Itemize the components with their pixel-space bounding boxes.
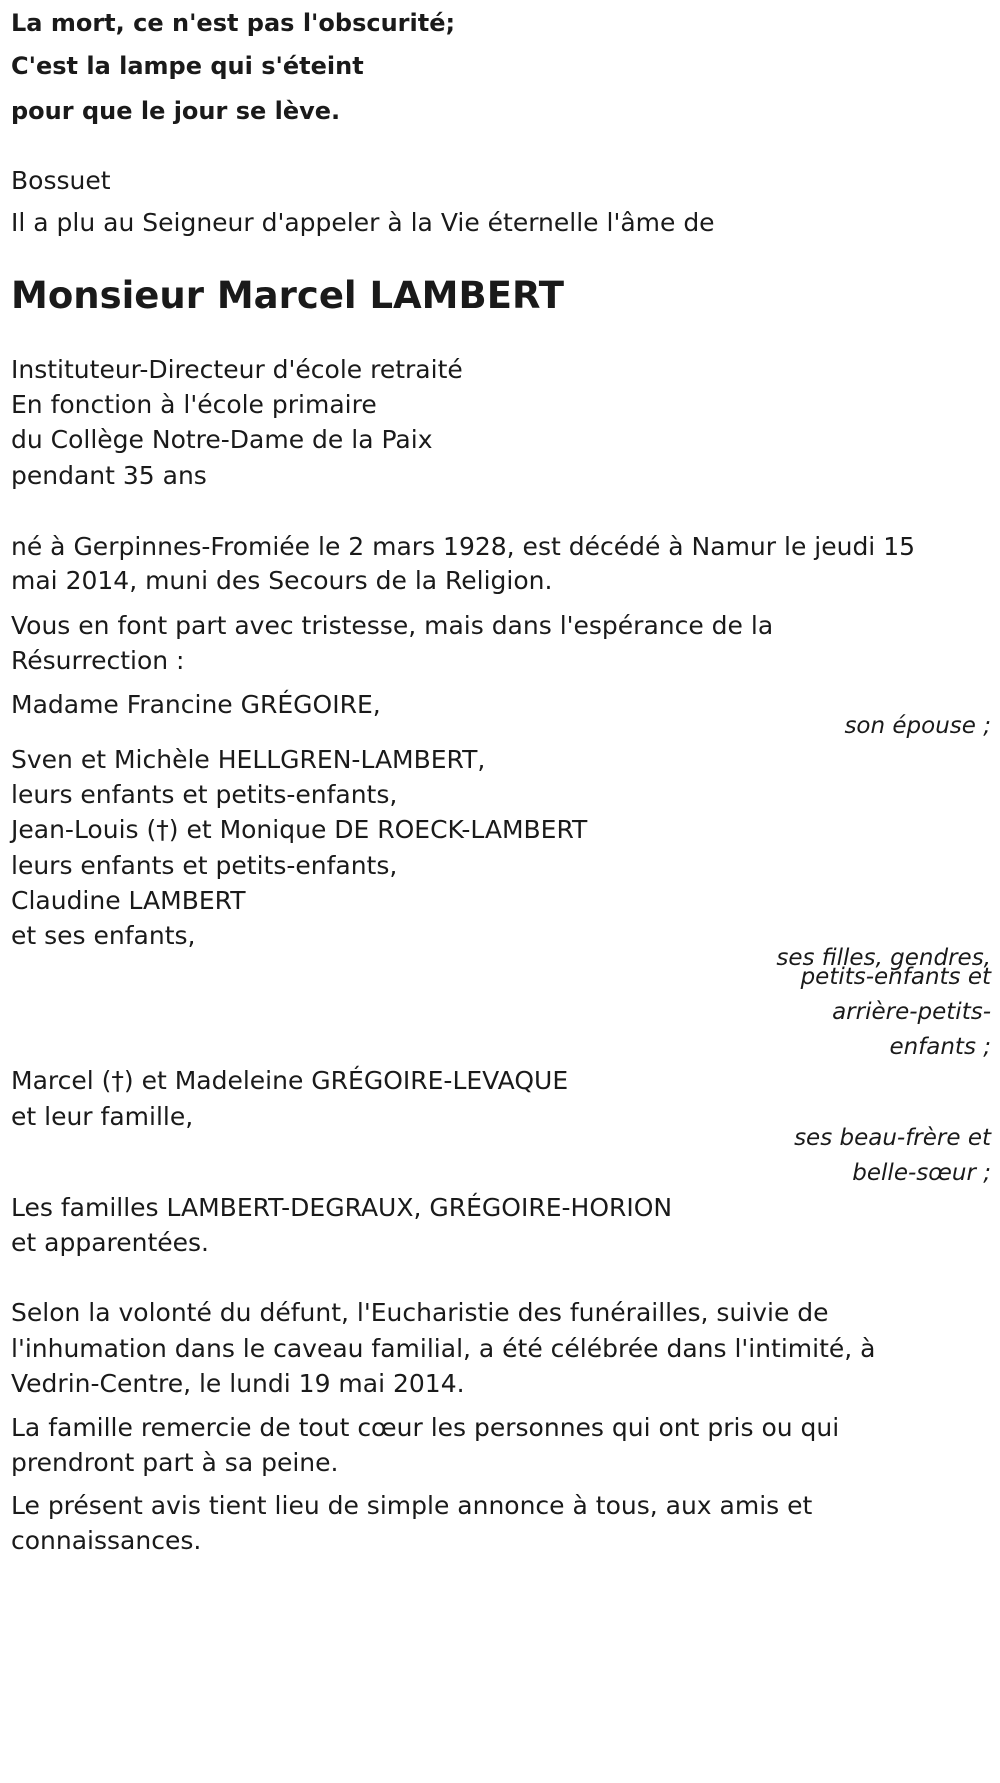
ceremony-line-1: Selon la volonté du défunt, l'Eucharistie des funérailles, suivie de bbox=[11, 1298, 829, 1327]
intro-text: Il a plu au Seigneur d'appeler à la Vie éternelle l'âme de bbox=[11, 208, 715, 237]
ceremony-line-3: Vedrin-Centre, le lundi 19 mai 2014. bbox=[11, 1369, 465, 1398]
family-children-line-5: Claudine LAMBERT bbox=[11, 886, 246, 915]
family-inlaws-line-1: Marcel (†) et Madeleine GRÉGOIRE-LEVAQUE bbox=[11, 1066, 569, 1095]
family-children-line-2: leurs enfants et petits-enfants, bbox=[11, 780, 398, 809]
epigraph-author: Bossuet bbox=[11, 166, 111, 195]
family-spouse-name: Madame Francine GRÉGOIRE, bbox=[11, 690, 381, 719]
family-children-line-4: leurs enfants et petits-enfants, bbox=[11, 851, 398, 880]
family-inlaws-line-2: et leur famille, bbox=[11, 1102, 194, 1131]
family-spouse-relation: son épouse ; bbox=[844, 713, 991, 739]
family-children-line-6: et ses enfants, bbox=[11, 921, 196, 950]
notice-line-2: connaissances. bbox=[11, 1526, 202, 1555]
thanks-line-1: La famille remercie de tout cœur les personnes qui ont pris ou qui bbox=[11, 1413, 840, 1442]
announcement-line-2: Résurrection : bbox=[11, 646, 185, 675]
family-children-relation-3: arrière-petits- bbox=[832, 999, 991, 1025]
birth-death-line-2: mai 2014, muni des Secours de la Religion. bbox=[11, 566, 553, 595]
family-children-relation-2: petits-enfants et bbox=[800, 964, 991, 990]
family-children-line-1: Sven et Michèle HELLGREN-LAMBERT, bbox=[11, 745, 486, 774]
notice-line-1: Le présent avis tient lieu de simple annonce à tous, aux amis et bbox=[11, 1491, 813, 1520]
ceremony-line-2: l'inhumation dans le caveau familial, a été célébrée dans l'intimité, à bbox=[11, 1334, 876, 1363]
family-inlaws-relation-2: belle-sœur ; bbox=[852, 1160, 991, 1186]
family-inlaws-relation-1: ses beau-frère et bbox=[794, 1125, 991, 1151]
career-line-2: En fonction à l'école primaire bbox=[11, 390, 377, 419]
family-others-line-1: Les familles LAMBERT-DEGRAUX, GRÉGOIRE-HORION bbox=[11, 1193, 673, 1222]
family-children-relation-1: ses filles, gendres, bbox=[776, 945, 991, 971]
epigraph-line-2: C'est la lampe qui s'éteint bbox=[11, 52, 364, 80]
family-children-line-3: Jean-Louis (†) et Monique DE ROECK-LAMBERT bbox=[11, 815, 588, 844]
epigraph-line-1: La mort, ce n'est pas l'obscurité; bbox=[11, 9, 456, 37]
epigraph-line-3: pour que le jour se lève. bbox=[11, 97, 341, 125]
birth-death-line-1: né à Gerpinnes-Fromiée le 2 mars 1928, est décédé à Namur le jeudi 15 bbox=[11, 532, 916, 561]
career-line-1: Instituteur-Directeur d'école retraité bbox=[11, 355, 463, 384]
thanks-line-2: prendront part à sa peine. bbox=[11, 1448, 339, 1477]
career-line-3: du Collège Notre-Dame de la Paix bbox=[11, 425, 433, 454]
career-line-4: pendant 35 ans bbox=[11, 461, 207, 490]
family-children-relation-4: enfants ; bbox=[889, 1034, 991, 1060]
deceased-name: Monsieur Marcel LAMBERT bbox=[11, 274, 565, 317]
family-others-line-2: et apparentées. bbox=[11, 1228, 209, 1257]
announcement-line-1: Vous en font part avec tristesse, mais dans l'espérance de la bbox=[11, 611, 774, 640]
